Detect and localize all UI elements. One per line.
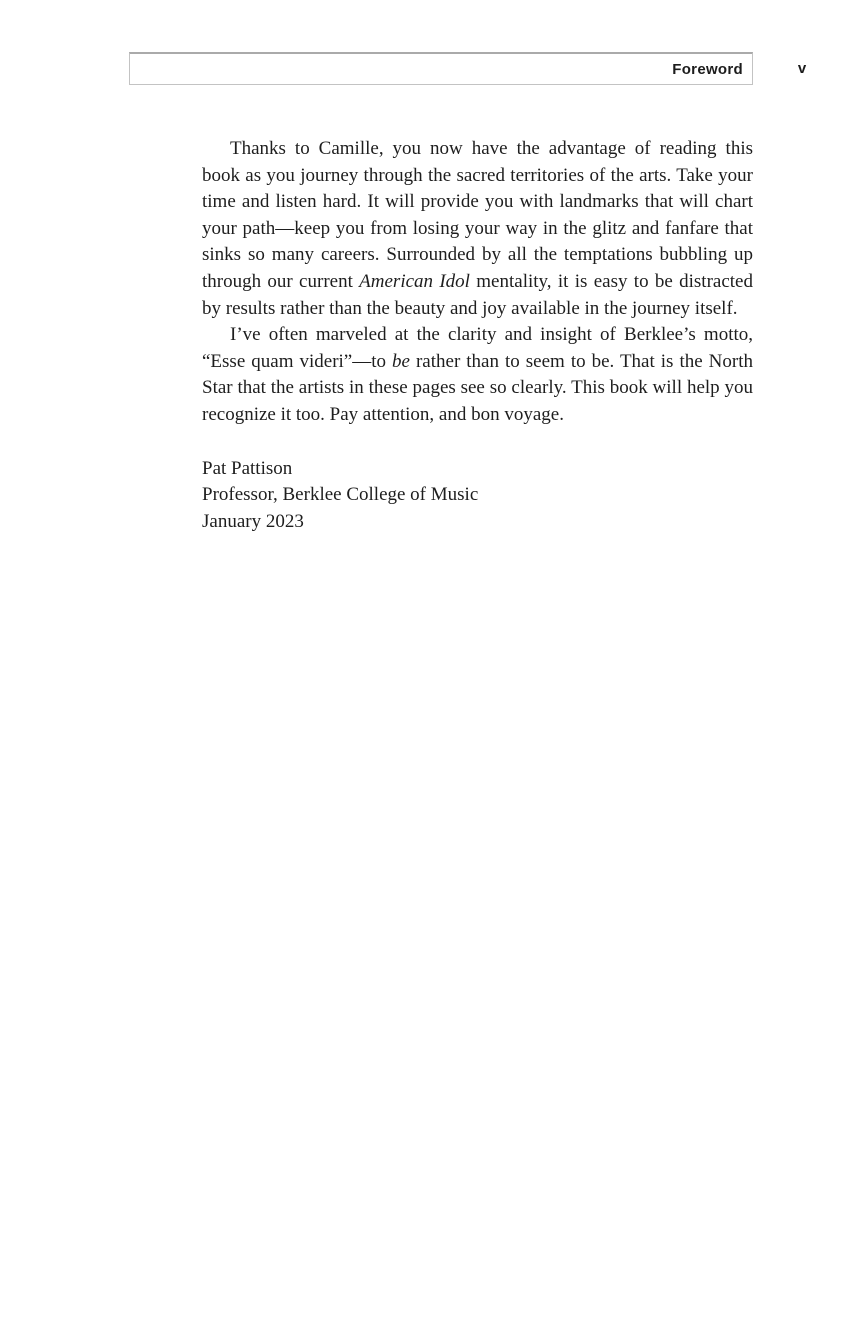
page-number: v (797, 60, 807, 77)
foreword-text (202, 136, 753, 535)
paragraph-text: Thanks to Camille, you now have the advantage of reading this book as you journey through the sacred territories of the arts. Take your time and listen hard. It will provide you with landmarks that will chart your path—keep you from losing your way in the glitz and fanfare that sinks so many careers. Surrounded by all the temptations bubbling up through our current (202, 138, 753, 292)
italic-book-title: American Idol (359, 270, 470, 292)
italic-emphasis: be (392, 350, 410, 372)
running-head: Foreword (672, 60, 743, 78)
signature-block (202, 456, 753, 536)
paragraph-text: mentality, it is easy to be distracted by results rather than the beauty and joy available in the journey itself. (202, 270, 753, 319)
paragraph-text: I’ve often marveled at the clarity and insight of Berklee’s motto, “Esse quam videri”—to (202, 324, 753, 372)
signature-date: January 2023 (202, 510, 304, 532)
paragraph (202, 322, 753, 428)
paragraph (202, 136, 753, 322)
signature-title: Professor, Berklee College of Music (202, 484, 479, 506)
signature-name: Pat Pattison (202, 457, 293, 479)
running-head-box (129, 52, 753, 85)
paragraph-text: rather than to seem to be. That is the North Star that the artists in these pages see so clearly. This book will help you recognize it too. Pay attention, and bon voyage. (202, 350, 753, 425)
